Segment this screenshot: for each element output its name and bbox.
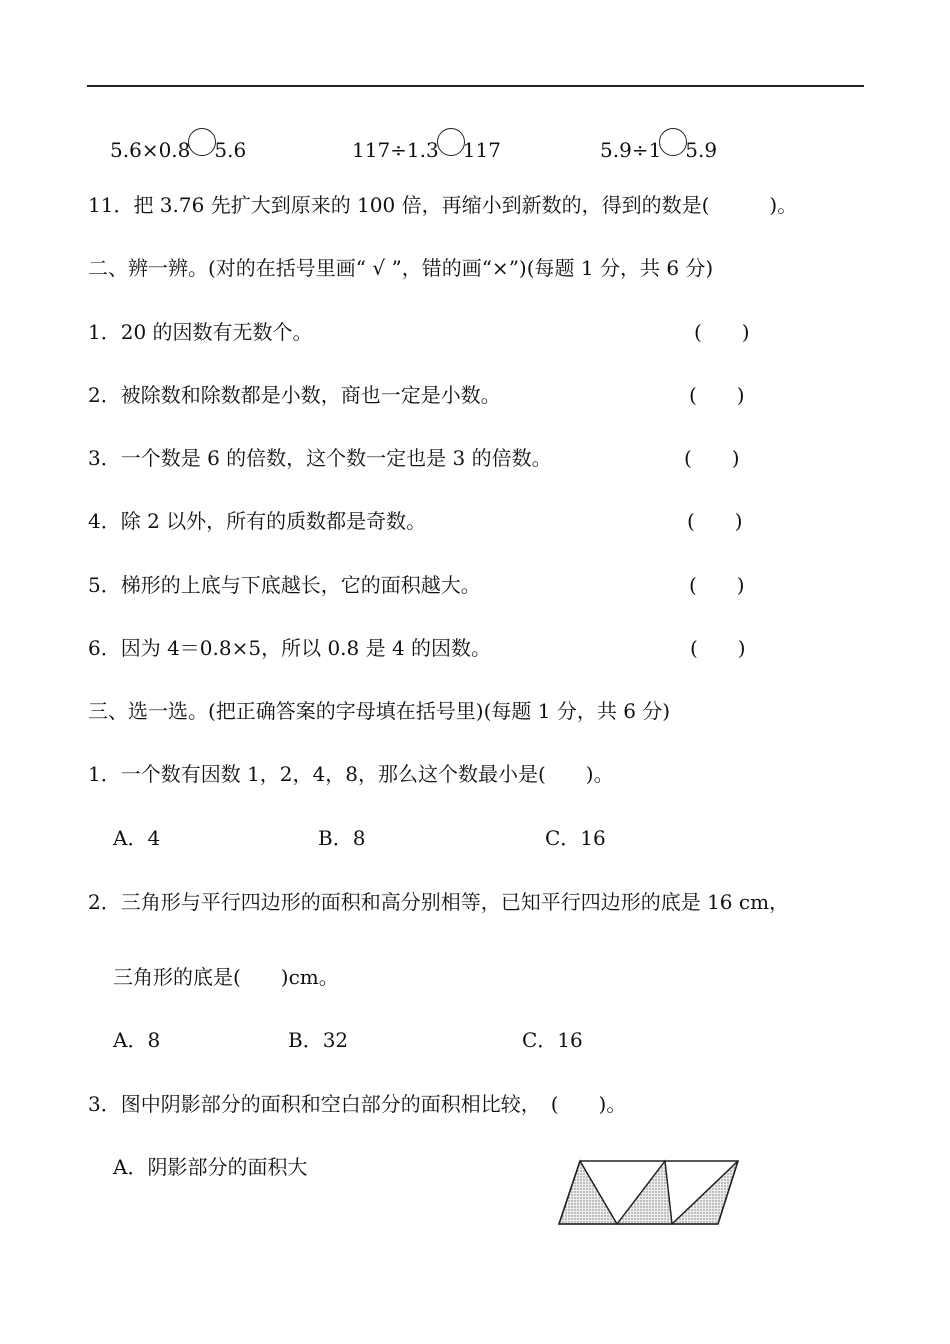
comparison-2: [352, 128, 501, 162]
choice-question-1: 1．一个数有因数 1，2，4，8，那么这个数最小是( )。: [88, 762, 614, 786]
comparison-1-right: 5.6: [214, 138, 247, 162]
q1-option-a: A．4: [113, 826, 161, 850]
judge-answer-1[interactable]: ( ): [694, 320, 750, 344]
section-2-title: 二、辨一辨。(对的在括号里画“ √ ”，错的画“×”)(每题 1 分，共 6 分): [88, 256, 714, 280]
q3-option-a: A．阴影部分的面积大: [113, 1155, 308, 1179]
q2-option-b: B．32: [288, 1028, 349, 1052]
comparison-3-left: 5.9÷1: [600, 138, 662, 162]
answer-circle-3[interactable]: [659, 128, 687, 156]
comparison-3-right: 5.9: [685, 138, 718, 162]
answer-circle-1[interactable]: [188, 128, 216, 156]
comparison-2-right: 117: [462, 138, 501, 162]
q2-option-a: A．8: [113, 1028, 161, 1052]
judge-item-2: 2．被除数和除数都是小数，商也一定是小数。: [88, 383, 501, 407]
shaded-triangle-2: [617, 1161, 672, 1224]
choice-question-3: 3．图中阴影部分的面积和空白部分的面积相比较， ( )。: [88, 1092, 627, 1116]
q1-option-b: B．8: [318, 826, 366, 850]
judge-answer-6[interactable]: ( ): [690, 636, 746, 660]
judge-answer-4[interactable]: ( ): [687, 509, 743, 533]
judge-answer-2[interactable]: ( ): [689, 383, 745, 407]
q2-option-c: C．16: [522, 1028, 583, 1052]
judge-item-6: 6．因为 4＝0.8×5，所以 0.8 是 4 的因数。: [88, 636, 492, 660]
comparison-3: [600, 128, 717, 162]
choice-question-2-line1: 2．三角形与平行四边形的面积和高分别相等，已知平行四边形的底是 16 cm，: [88, 890, 790, 914]
judge-answer-3[interactable]: ( ): [684, 446, 740, 470]
comparison-2-left: 117÷1.3: [352, 138, 439, 162]
shaded-triangle-1: [559, 1161, 617, 1224]
comparison-1-left: 5.6×0.8: [110, 138, 191, 162]
judge-item-5: 5．梯形的上底与下底越长，它的面积越大。: [88, 573, 481, 597]
judge-item-3: 3．一个数是 6 的倍数，这个数一定也是 3 的倍数。: [88, 446, 552, 470]
q1-option-c: C．16: [545, 826, 606, 850]
judge-item-4: 4．除 2 以外，所有的质数都是奇数。: [88, 509, 427, 533]
choice-question-2-line2: 三角形的底是( )cm。: [113, 965, 339, 989]
answer-circle-2[interactable]: [437, 128, 465, 156]
section-3-title: 三、选一选。(把正确答案的字母填在括号里)(每题 1 分，共 6 分): [88, 699, 671, 723]
judge-answer-5[interactable]: ( ): [689, 573, 745, 597]
judge-item-1: 1．20 的因数有无数个。: [88, 320, 313, 344]
shaded-parallelogram-figure: [550, 1155, 750, 1230]
question-11: 11．把 3.76 先扩大到原来的 100 倍，再缩小到新数的，得到的数是( )。: [88, 193, 798, 217]
comparison-1: [110, 128, 246, 162]
header-rule: [87, 85, 864, 87]
